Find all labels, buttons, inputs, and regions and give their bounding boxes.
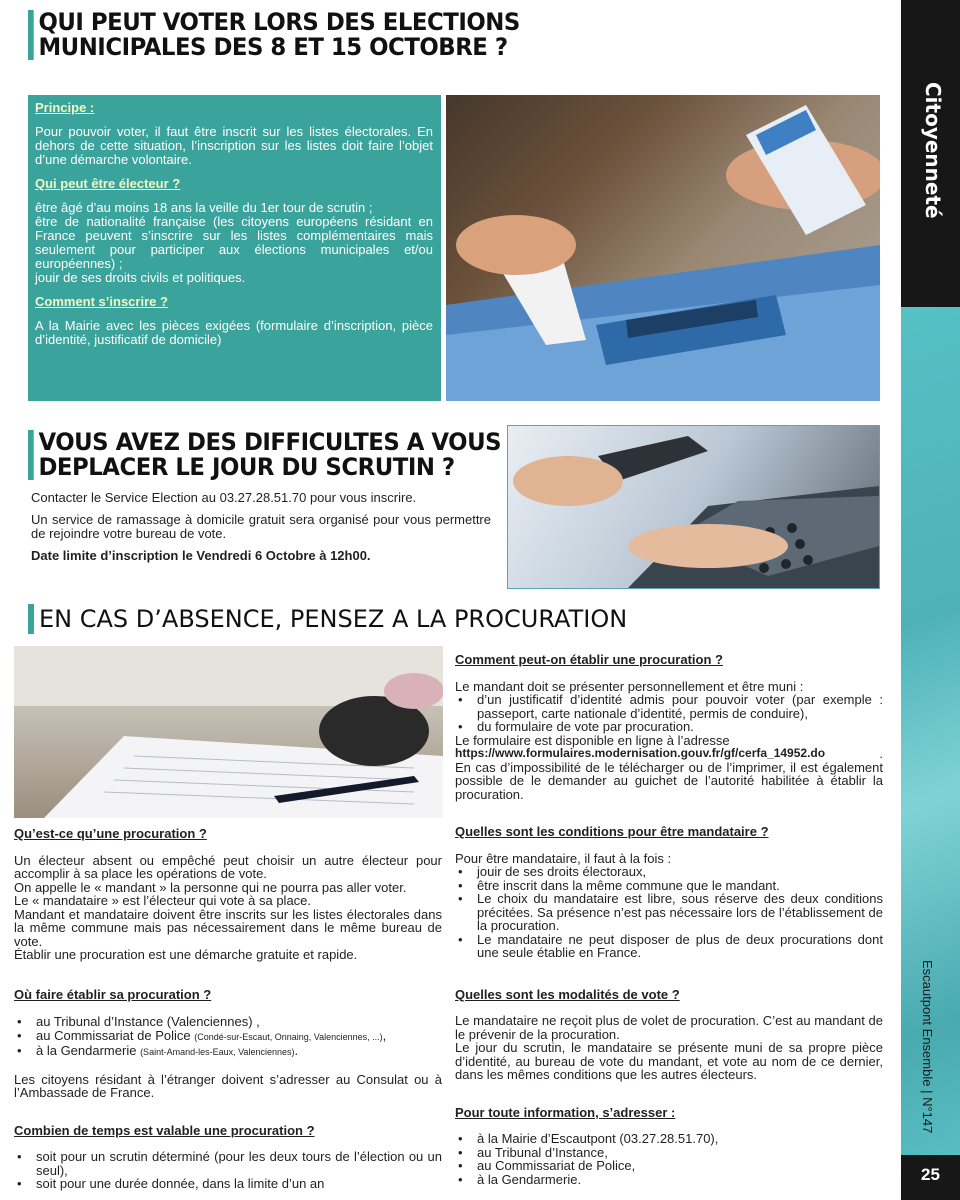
r3-text2: Le jour du scrutin, le mandataire se présente muni de sa propre pièce d’identité, au bureau de vote du mandant, et vote au nom de ce dernier, dans les mêmes conditions que les autres électeurs.: [455, 1040, 883, 1082]
q2-heading: Où faire établir sa procuration ?: [14, 986, 212, 1002]
form-url-link[interactable]: https://www.formulaires.modernisation.gouv.fr/gf/cerfa_14952.do: [455, 746, 826, 760]
sidebar-category: Citoyenneté: [921, 82, 945, 219]
r3-text1: Le mandataire ne reçoit plus de volet de procuration. C’est au mandant de le prévenir de la procuration.: [455, 1013, 883, 1042]
principe-text: Pour pouvoir voter, il faut être inscrit sur les listes électorales. En dehors de cette situation, l’inscription sur les listes doit faire l’objet d’une démarche volontaire.: [35, 124, 433, 167]
q2-item-2-detail: (Condé-sur-Escaut, Onnaing, Valenciennes, ...): [194, 1031, 383, 1042]
section1-title-line2: MUNICIPALES DES 8 ET 15 OCTOBRE ?: [38, 33, 508, 61]
transport-contact: Contacter le Service Election au 03.27.28.51.70 pour vous inscrire.: [31, 490, 417, 505]
q1-text2: On appelle le « mandant » la personne qui ne pourra pas aller voter.: [14, 879, 407, 895]
r2-item-2: • être inscrit dans la même commune que le mandant.: [455, 879, 883, 893]
q2-item-2-main: au Commissariat de Police: [36, 1027, 195, 1043]
procuration-left-column: [14, 827, 442, 1191]
q2-item-2: [14, 1029, 442, 1045]
q3-item-2: • soit pour une durée donnée, dans la limite d’un an: [14, 1177, 442, 1191]
q2-item-3-end: .: [294, 1043, 299, 1058]
r3-heading: Quelles sont les modalités de vote ?: [455, 986, 680, 1002]
q2-list: [14, 1015, 442, 1060]
r4-item-1: • à la Mairie d’Escautpont (03.27.28.51.70),: [455, 1132, 883, 1146]
section2-title: [28, 430, 501, 480]
r2-list: [455, 865, 883, 960]
q3-heading: Combien de temps est valable une procuration ?: [14, 1122, 315, 1138]
r2-item-3: • Le choix du mandataire est libre, sous réserve des deux conditions précitées. Sa présence n’est pas nécessaire lors de l’établissement de la procuration.: [455, 892, 883, 933]
r2-item-4: • Le mandataire ne peut disposer de plus de deux procurations dont une seule établie en France.: [455, 933, 883, 960]
q2-text: Les citoyens résidant à l’étranger doivent s’adresser au Consulat ou à l’Ambassade de France.: [14, 1071, 442, 1100]
procuration-right-column: [455, 653, 883, 1186]
transport-deadline: Date limite d’inscription le Vendredi 6 Octobre à 12h00.: [31, 548, 371, 563]
electeur-heading: Qui peut être électeur ?: [35, 176, 181, 191]
r1-url-end: .: [879, 746, 883, 761]
ballot-box-photo: [446, 95, 880, 401]
telephone-photo: [507, 425, 880, 589]
r1-text2: En cas d’impossibilité de le télécharger ou de l’imprimer, il est également possible de le demander au guichet de l’autorité habilitée à établir la procuration.: [455, 759, 883, 802]
section1-title: [28, 10, 520, 60]
q1-text: Un électeur absent ou empêché peut choisir un autre électeur pour accomplir à sa place les opérations de vote.: [14, 852, 442, 881]
q2-item-3-detail: (Saint-Amand-les-Eaux, Valenciennes): [140, 1047, 295, 1057]
section3-title: EN CAS D’ABSENCE, PENSEZ A LA PROCURATION: [28, 604, 627, 634]
form-and-pen-illustration: [14, 646, 443, 818]
r1-heading: Comment peut-on établir une procuration ?: [455, 652, 723, 667]
electeur-text-2: être de nationalité française (les citoyens européens résidant en France peuvent s’inscrire sur les listes complémentaires mais seulement pour participer aux élections municipales et/ou européennes) ;: [35, 214, 433, 271]
procuration-form-photo: [14, 646, 443, 818]
principe-heading: Principe :: [35, 100, 95, 115]
r1-item-1: • d’un justificatif d’identité admis pour pouvoir voter (par exemple : passeport, carte nationale d’identité, permis de conduire),: [455, 693, 883, 720]
section1-title-line1: QUI PEUT VOTER LORS DES ELECTIONS: [38, 8, 520, 36]
r4-heading: Pour toute information, s’adresser :: [455, 1104, 676, 1120]
q3-item-1: • soit pour un scrutin déterminé (pour les deux tours de l’élection ou un seul),: [14, 1150, 442, 1177]
r1-item-2: • du formulaire de vote par procuration.: [455, 720, 883, 734]
r2-intro: Pour être mandataire, il faut à la fois :: [455, 850, 672, 866]
electeur-text-1: être âgé d’au moins 18 ans la veille du 1er tour de scrutin ;: [35, 200, 373, 215]
r4-item-3: • au Commissariat de Police,: [455, 1159, 883, 1173]
electeur-text-3: jouir de ses droits civils et politiques.: [35, 270, 246, 285]
transport-info: [31, 491, 491, 563]
q1-heading: Qu’est-ce qu’une procuration ?: [14, 826, 207, 841]
page-number: 25: [901, 1155, 960, 1200]
q2-item-2-end: ,: [382, 1027, 387, 1043]
sidebar-magazine-title: Escautpont Ensemble | N°147: [920, 960, 935, 1134]
q2-item-3: [14, 1044, 442, 1060]
q1-text5: Établir une procuration est une démarche gratuite et rapide.: [14, 947, 358, 962]
q2-item-3-main: à la Gendarmerie: [36, 1043, 141, 1058]
q1-text3: Le « mandataire » est l’électeur qui vote à sa place.: [14, 893, 312, 908]
ballot-box-illustration: [446, 95, 880, 401]
r1-text1: Le formulaire est disponible en ligne à l’adresse: [455, 732, 730, 748]
q3-list: [14, 1150, 442, 1191]
r4-item-2: • au Tribunal d’Instance,: [455, 1146, 883, 1160]
r1-url-line: [455, 747, 883, 761]
r4-list: [455, 1132, 883, 1186]
section2-title-line1: VOUS AVEZ DES DIFFICULTES A VOUS: [38, 428, 502, 456]
r1-list: [455, 693, 883, 734]
eligibility-box: [28, 95, 441, 401]
inscrire-text: A la Mairie avec les pièces exigées (formulaire d’inscription, pièce d’identité, justificatif de domicile): [35, 318, 433, 347]
r2-item-1: • jouir de ses droits électoraux,: [455, 865, 883, 879]
q1-text4: Mandant et mandataire doivent être inscrits sur les listes électorales dans la même commune mais pas nécessairement dans le même bureau de vote.: [14, 906, 442, 949]
r2-heading: Quelles sont les conditions pour être mandataire ?: [455, 824, 769, 839]
r4-item-4: • à la Gendarmerie.: [455, 1173, 883, 1187]
telephone-illustration: [508, 426, 879, 588]
transport-service: Un service de ramassage à domicile gratuit sera organisé pour vous permettre de rejoindre votre bureau de vote.: [31, 512, 491, 541]
q2-item-1: • au Tribunal d’Instance (Valenciennes) ,: [14, 1015, 442, 1029]
inscrire-heading: Comment s’inscrire ?: [35, 294, 168, 309]
r1-intro: Le mandant doit se présenter personnellement et être muni :: [455, 678, 804, 694]
section2-title-line2: DEPLACER LE JOUR DU SCRUTIN ?: [38, 453, 455, 481]
